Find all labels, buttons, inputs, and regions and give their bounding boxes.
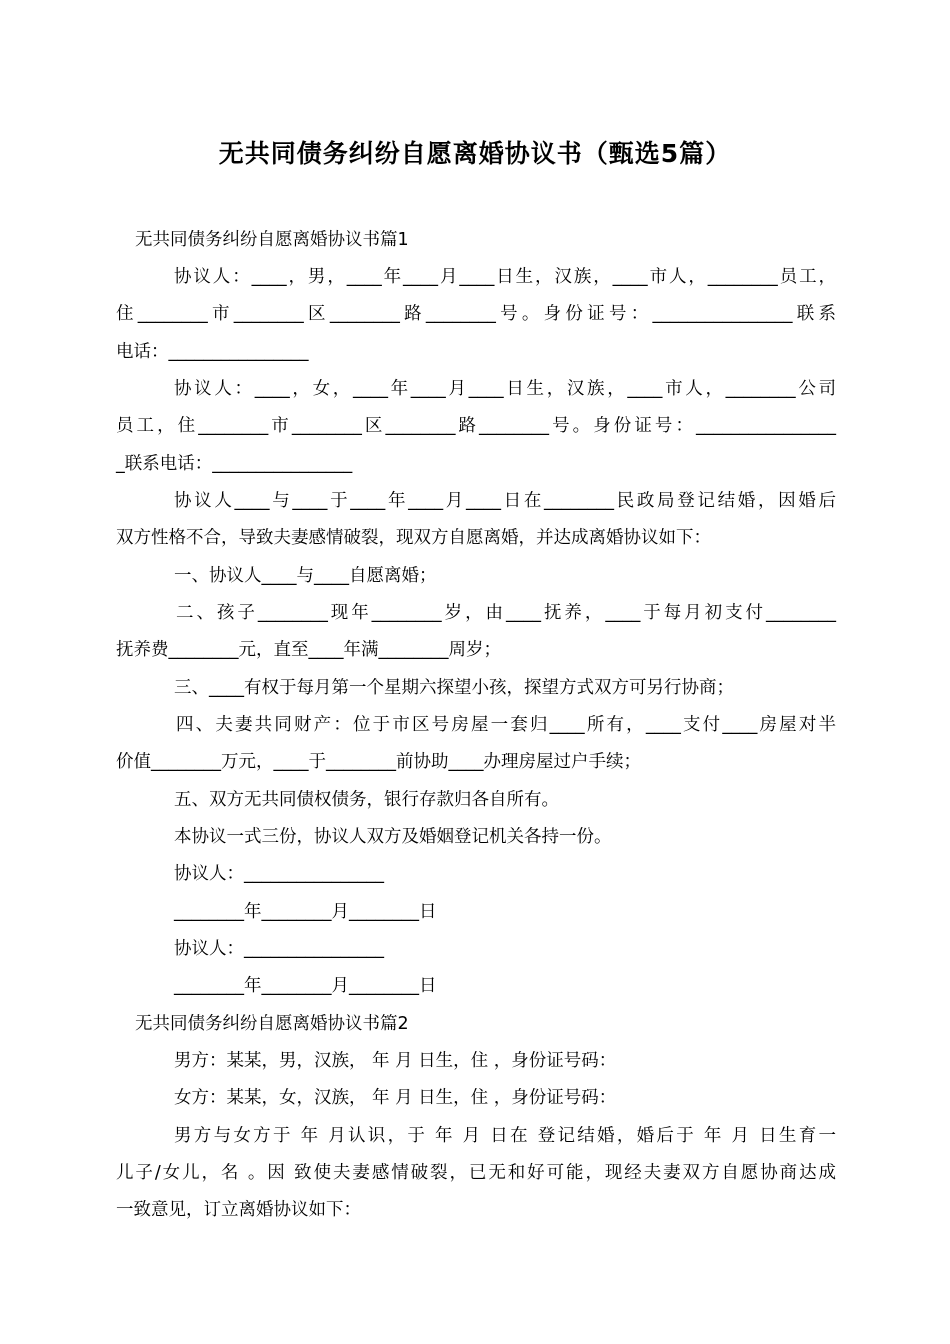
- signature-line: 协议人：________________: [174, 939, 384, 959]
- paragraph-line: 电话：________________: [116, 342, 309, 362]
- paragraph-line: 男方与女方于 年 月认识，于 年 月 日在 登记结婚，婚后于 年 月 日生育一: [174, 1126, 836, 1146]
- clause-line: 价值________万元，____于________前协助____办理房屋过户手续；: [116, 752, 641, 772]
- document-title: 无共同债务纠纷自愿离婚协议书（甄选5篇）: [218, 139, 732, 168]
- clause-line: 五、双方无共同债权债务，银行存款归各自所有。: [174, 790, 559, 810]
- paragraph-line: 员工，住________市________区________路________号。身份证号：________________: [116, 416, 836, 436]
- date-line: ________年________月________日: [174, 976, 437, 996]
- clause-line: 抚养费________元，直至____年满________周岁；: [116, 640, 501, 660]
- paragraph-line: 住________市________区________路________号。身份证号：________________联系: [116, 304, 836, 324]
- paragraph-line: 一致意见，订立离婚协议如下：: [116, 1200, 361, 1220]
- clause-line: 三、____有权于每月第一个星期六探望小孩，探望方式双方可另行协商；: [174, 678, 734, 698]
- section-heading: 无共同债务纠纷自愿离婚协议书篇1: [135, 230, 409, 250]
- section-heading: 无共同债务纠纷自愿离婚协议书篇2: [135, 1014, 409, 1034]
- clause-line: 四、夫妻共同财产：位于市区号房屋一套归____所有，____支付____房屋对半: [176, 715, 836, 735]
- date-line: ________年________月________日: [174, 902, 437, 922]
- paragraph-line: 本协议一式三份，协议人双方及婚姻登记机关各持一份。: [174, 827, 612, 847]
- signature-line: 协议人：________________: [174, 864, 384, 884]
- paragraph-line: 儿子/女儿，名 。因 致使夫妻感情破裂，已无和好可能，现经夫妻双方自愿协商达成: [116, 1163, 836, 1183]
- paragraph-line: 协议人____与____于____年____月____日在________民政局登记结婚，因婚后: [174, 491, 836, 511]
- paragraph-line: 双方性格不合，导致夫妻感情破裂，现双方自愿离婚，并达成离婚协议如下：: [116, 528, 711, 548]
- paragraph-line: 女方：某某，女，汉族， 年 月 日生，住 ，身份证号码：: [174, 1088, 617, 1108]
- paragraph-line: 协议人：____，男，____年____月____日生，汉族，____市人，________员工，: [174, 267, 836, 287]
- clause-line: 一、协议人____与____自愿离婚；: [174, 566, 437, 586]
- paragraph-line: 男方：某某，男，汉族， 年 月 日生，住 ，身份证号码：: [174, 1051, 617, 1071]
- paragraph-line: _联系电话：________________: [116, 454, 353, 474]
- clause-line: 二、孩子________现年________岁，由____抚养，____于每月初支付________: [176, 603, 836, 623]
- paragraph-line: 协议人：____，女，____年____月____日生，汉族，____市人，________公司: [174, 379, 836, 399]
